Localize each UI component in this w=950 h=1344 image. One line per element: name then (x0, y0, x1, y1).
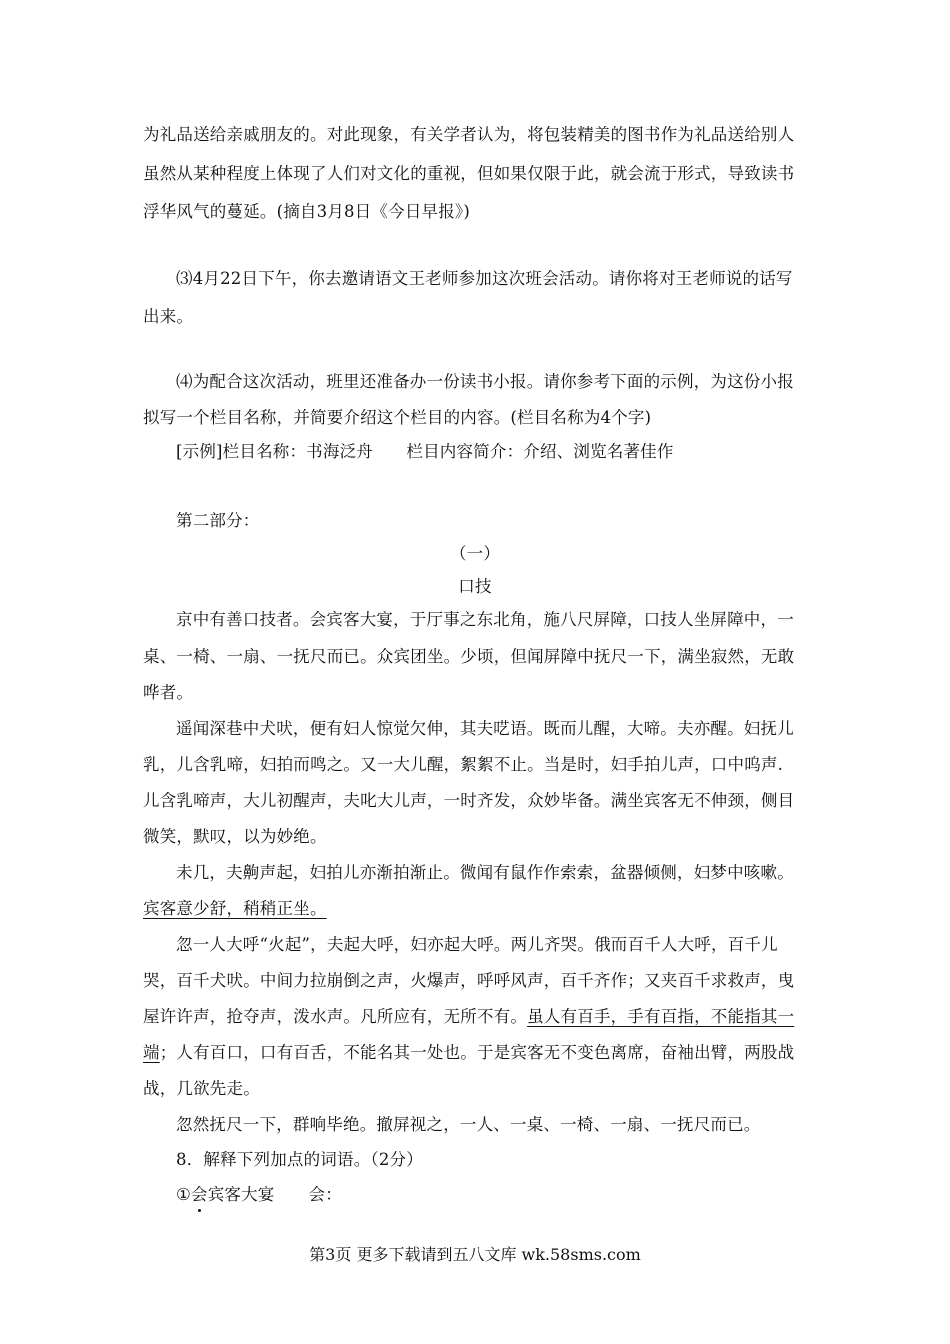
passage-p4-line-4 (143, 1042, 823, 1064)
question-4-example: [示例]栏目名称：书海泛舟 栏目内容简介：介绍、浏览名著佳作 (176, 442, 674, 461)
passage-p5-line-1: 忽然抚尺一下，群响毕绝。撤屏视之，一人、一桌、一椅、一扇、一抚尺而已。 (176, 1115, 761, 1134)
item-phrase: 宾客大宴 (207, 1185, 275, 1204)
question-8-item-1 (176, 1184, 856, 1206)
underlined-sentence-2-part-2: 端 (143, 1043, 160, 1062)
intro-line-2: 虽然从某种程度上体现了人们对文化的重视，但如果仅限于此，就会流于形式，导致读书 (143, 164, 795, 183)
dotted-word: 会 (191, 1185, 208, 1204)
passage-p2-line-4: 微笑，默叹，以为妙绝。 (143, 827, 327, 846)
underlined-sentence-2-part-1: 虽人有百手，手有百指，不能指其一 (527, 1007, 795, 1026)
page-footer: 第3页 更多下载请到五八文库 wk.58sms.com (309, 1245, 641, 1264)
passage-p4-line-2: 哭，百千犬吠。中间力拉崩倒之声，火爆声，呼呼风声，百千齐作；又夹百千求救声，曳 (143, 971, 795, 990)
passage-p4-line-3-text: 屋许许声，抢夺声，泼水声。凡所应有，无所不有。 (143, 1007, 528, 1026)
passage-p1-line-1: 京中有善口技者。会宾客大宴，于厅事之东北角，施八尺屏障，口技人坐屏障中，一 (176, 610, 794, 629)
passage-p1-line-3: 哗者。 (143, 683, 194, 702)
part-2-heading: 第二部分： (176, 511, 260, 530)
passage-p1-line-2: 桌、一椅、一扇、一抚尺而已。众宾团坐。少顷，但闻屏障中抚尺一下，满坐寂然，无敢 (143, 647, 795, 666)
passage-p4-line-4-text: ；人有百口，口有百舌，不能名其一处也。于是宾客无不变色离席，奋袖出臂，两股战 (159, 1043, 795, 1062)
question-8-prompt: 8．解释下列加点的词语。（2分） (176, 1150, 423, 1169)
question-3-line-2: 出来。 (143, 307, 194, 326)
passage-p3-line-1: 未几，夫齁声起，妇拍儿亦渐拍渐止。微闻有鼠作作索索，盆器倾侧，妇梦中咳嗽。 (176, 863, 794, 882)
item-number: ① (176, 1185, 191, 1204)
underlined-sentence-1: 宾客意少舒，稍稍正坐。 (143, 899, 327, 918)
question-4-line-1: ⑷为配合这次活动，班里还准备办一份读书小报。请你参考下面的示例，为这份小报 (176, 372, 794, 391)
passage-p4-line-1: 忽一人大呼“火起”，夫起大呼，妇亦起大呼。两儿齐哭。俄而百千人大呼，百千儿 (176, 935, 778, 954)
passage-title: 口技 (458, 577, 492, 596)
passage-p2-line-1: 遥闻深巷中犬吠，便有妇人惊觉欠伸，其夫呓语。既而儿醒，大啼。夫亦醒。妇抚儿 (176, 719, 794, 738)
passage-p4-line-3 (143, 1006, 823, 1028)
passage-p3-line-2 (143, 898, 823, 920)
question-3-line-1: ⑶4月22日下午，你去邀请语文王老师参加这次班会活动。请你将对王老师说的话写 (176, 269, 793, 288)
item-answer-label: 会： (308, 1185, 342, 1204)
intro-line-3: 浮华风气的蔓延。(摘自3月8日《今日早报》) (143, 202, 471, 221)
intro-line-1: 为礼品送给亲戚朋友的。对此现象，有关学者认为，将包装精美的图书作为礼品送给别人 (143, 125, 795, 144)
section-number: （一） (449, 544, 501, 563)
passage-p2-line-2: 乳，儿含乳啼，妇拍而鸣之。又一大儿醒，絮絮不止。当是时，妇手拍儿声，口中呜声. (143, 755, 784, 774)
question-4-line-2: 拟写一个栏目名称，并简要介绍这个栏目的内容。(栏目名称为4个字) (143, 408, 652, 427)
passage-p2-line-3: 儿含乳啼声，大儿初醒声，夫叱大儿声，一时齐发，众妙毕备。满坐宾客无不伸颈，侧目 (143, 791, 795, 810)
passage-p4-line-5: 战，几欲先走。 (143, 1079, 260, 1098)
